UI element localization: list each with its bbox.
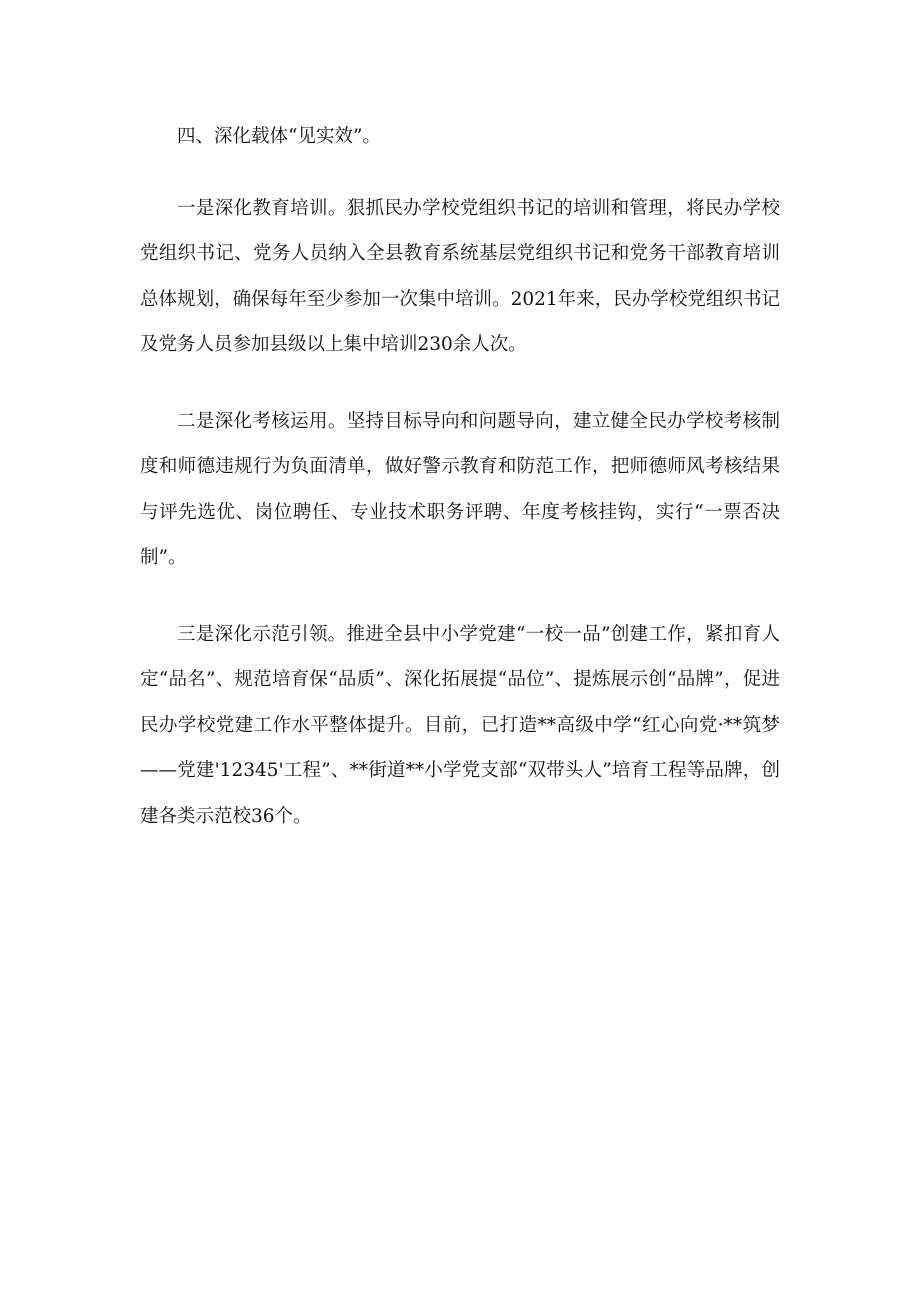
paragraph-assessment: 二是深化考核运用。坚持目标导向和问题导向，建立健全民办学校考核制度和师德违规行为负面清单，做好警示教育和防范工作，把师德师风考核结果与评先选优、岗位聘任、专业技术职务评聘、年度考核挂钩，实行“一票否决制”。 (140, 410, 780, 568)
document-body (140, 114, 780, 870)
paragraph-demonstration: 三是深化示范引领。推进全县中小学党建“一校一品”创建工作，紧扣育人定“品名”、规范培育保“品质”、深化拓展提“品位”、提炼展示创“品牌”，促进民办学校党建工作水平整体提升。目前，已打造**高级中学“红心向党·**筑梦——党建'12345'工程”、**街道**小学党支部“双带头人”培育工程等品牌，创建各类示范校36个。 (140, 623, 780, 827)
section-heading: 四、深化载体“见实效”。 (177, 126, 381, 147)
paragraph-education-training: 一是深化教育培训。狠抓民办学校党组织书记的培训和管理，将民办学校党组织书记、党务人员纳入全县教育系统基层党组织书记和党务干部教育培训总体规划，确保每年至少参加一次集中培训。2021年来，民办学校党组织书记及党务人员参加县级以上集中培训230余人次。 (140, 197, 780, 355)
